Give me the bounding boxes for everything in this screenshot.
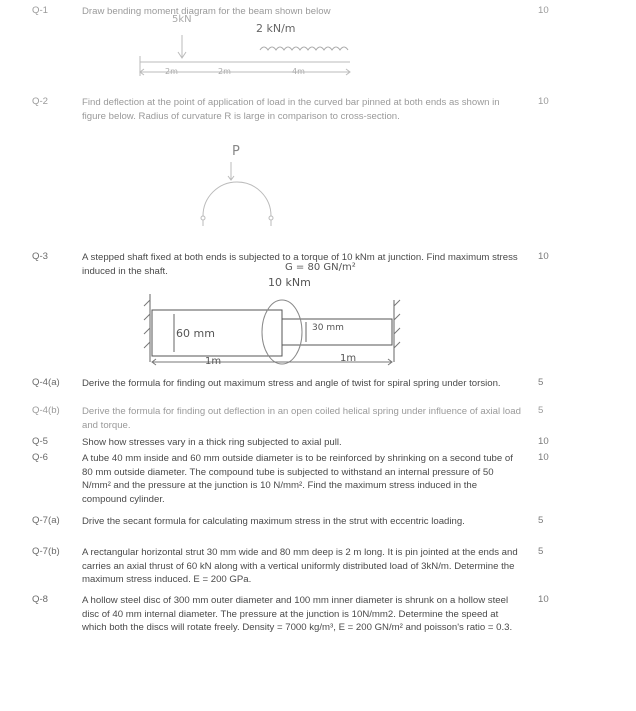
question-marks: 5 (538, 377, 544, 388)
question-text: A rectangular horizontal strut 30 mm wide and 80 mm deep is 2 m long. It is pin jointed at the ends and carries an axial thrust of 60 kN along with a vertical uniformly distributed load of 3kN/m. Determine the maximum stress induced. E = 200 GPa. (82, 547, 518, 586)
question-number: Q-8 (32, 594, 48, 605)
q1-dim-a: 2m (165, 67, 178, 76)
q3-right-length: 1m (340, 353, 357, 364)
question-marks: 5 (538, 405, 544, 416)
q1-dim-b: 2m (218, 67, 231, 76)
question-marks: 10 (538, 436, 549, 447)
question-number: Q-6 (32, 452, 48, 463)
question-text: Draw bending moment diagram for the beam shown below (82, 6, 331, 17)
q1-point-load-label: 5kN (172, 14, 192, 25)
question-text: Derive the formula for finding out deflection in an open coiled helical spring under influence of axial load and torque. (82, 406, 521, 431)
question-number: Q-4(a) (32, 377, 60, 388)
question-marks: 10 (538, 96, 549, 107)
q3-modulus-label: G = 80 GN/m² (285, 262, 356, 273)
q2-curved-bar-diagram (195, 158, 285, 228)
question-text: Derive the formula for finding out maximum stress and angle of twist for spiral spring under torsion. (82, 378, 501, 389)
q2-load-label: P (232, 144, 240, 159)
q3-torque-label: 10 kNm (268, 276, 311, 289)
question-number: Q-4(b) (32, 405, 60, 416)
question-text: Show how stresses vary in a thick ring subjected to axial pull. (82, 437, 342, 448)
question-text: Find deflection at the point of application of load in the curved bar pinned at both ends as shown in figure below. Radius of curvature R is large in comparison to cross-section. (82, 97, 500, 122)
question-number: Q-1 (32, 5, 48, 16)
question-number: Q-3 (32, 251, 48, 262)
question-text: A hollow steel disc of 300 mm outer diameter and 100 mm inner diameter is shrunk on a hollow steel disc of 40 mm internal diameter. The pressure at the junction is 10N/mm2. Determine the speed at which both the discs will rotate freely. Density = 7000 kg/m³, E = 200 GN/m² and poisson's ratio = 0.3. (82, 595, 513, 634)
question-text: A stepped shaft fixed at both ends is subjected to a torque of 10 kNm at junction. Find maximum stress induced in the shaft. (82, 252, 518, 277)
question-marks: 10 (538, 251, 549, 262)
q1-udl-label: 2 kN/m (256, 22, 296, 35)
question-marks: 5 (538, 515, 544, 526)
question-marks: 10 (538, 452, 549, 463)
question-number: Q-7(b) (32, 546, 60, 557)
question-marks: 10 (538, 594, 549, 605)
q3-left-length: 1m (205, 356, 222, 367)
q3-left-diameter: 60 mm (176, 327, 215, 340)
question-marks: 10 (538, 5, 549, 16)
question-number: Q-7(a) (32, 515, 60, 526)
question-text: Drive the secant formula for calculating maximum stress in the strut with eccentric loading. (82, 516, 465, 527)
question-number: Q-2 (32, 96, 48, 107)
question-number: Q-5 (32, 436, 48, 447)
question-text: A tube 40 mm inside and 60 mm outside diameter is to be reinforced by shrinking on a second tube of 80 mm outside diameter. The compound tube is subjected to withstand an internal pressure of 50 N/mm² and the pressure at the junction is 10 N/mm². Find the maximum stress induced in the compound cylinder. (82, 453, 513, 505)
q1-dim-c: 4m (292, 67, 305, 76)
q3-right-diameter: 30 mm (312, 323, 344, 333)
question-marks: 5 (538, 546, 544, 557)
